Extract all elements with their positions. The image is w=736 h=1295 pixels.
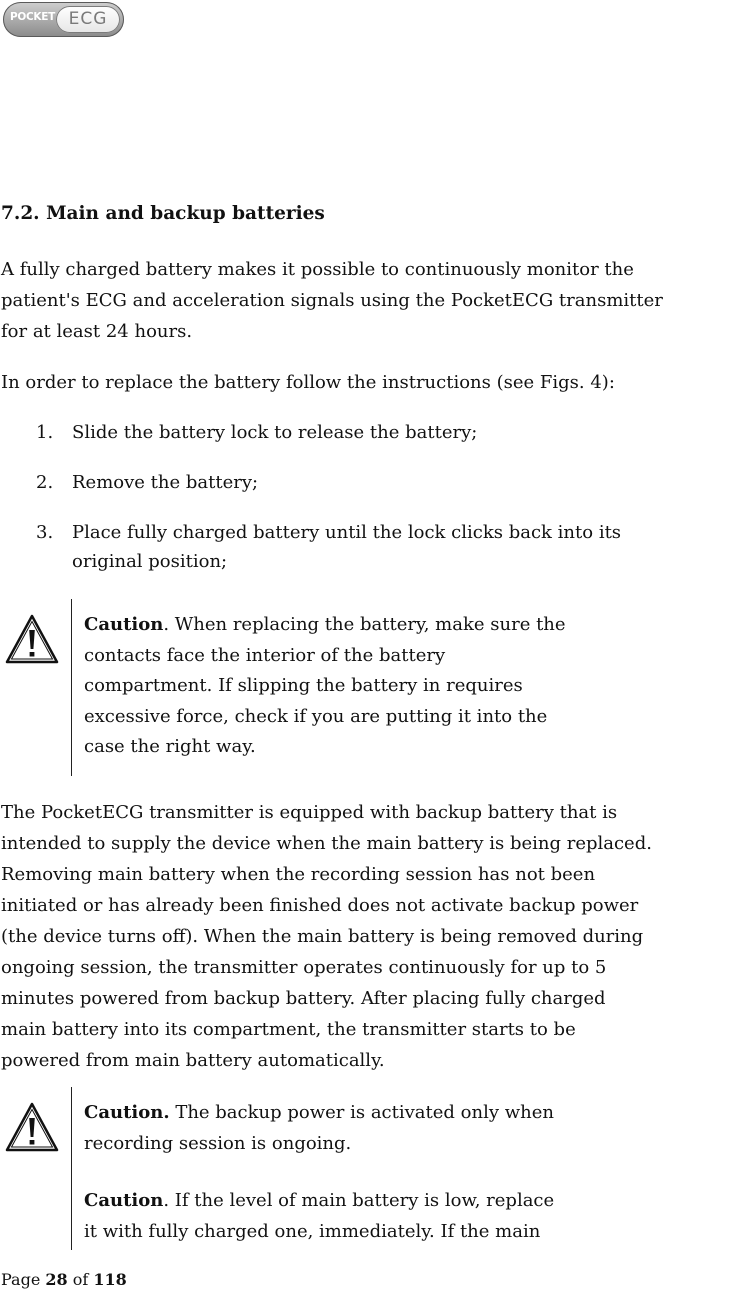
warning-triangle-icon (4, 1101, 60, 1153)
paragraph-line: (the device turns off). When the main battery is being removed during (1, 926, 644, 947)
list-item-line: original position; (72, 551, 228, 572)
section-heading: 7.2. Main and backup batteries (1, 203, 325, 224)
paragraph-line: ongoing session, the transmitter operates continuously for up to 5 (1, 957, 607, 978)
intro-line: A fully charged battery makes it possible to continuously monitor the (1, 259, 634, 280)
caution-text-line: excessive force, check if you are putting it into the (84, 705, 548, 727)
pocketecg-logo (3, 2, 124, 37)
intro-line: for at least 24 hours. (1, 321, 193, 342)
caution-text-line: contacts face the interior of the battery (84, 644, 446, 666)
caution-text-line: The backup power is activated only when (169, 1102, 554, 1123)
list-item (36, 468, 258, 497)
list-item (36, 418, 477, 447)
paragraph-line: initiated or has already been finished does not activate backup power (1, 895, 639, 916)
paragraph-line: intended to supply the device when the main battery is being replaced. (1, 833, 652, 854)
caution-divider (71, 1087, 72, 1250)
instructions-lead: In order to replace the battery follow the instructions (see Figs. 4): (1, 372, 615, 393)
caution-text-line: . If the level of main battery is low, replace (163, 1190, 555, 1211)
list-item-text: Remove the battery; (72, 472, 259, 493)
intro-line: patient's ECG and acceleration signals using the PocketECG transmitter (1, 290, 663, 311)
caution-label: Caution (84, 1190, 164, 1211)
intro-paragraph (1, 254, 663, 347)
list-item-text: Slide the battery lock to release the battery; (72, 422, 478, 443)
caution-label: Caution (84, 614, 164, 635)
warning-triangle-icon (4, 613, 60, 665)
list-item-line: Place fully charged battery until the lock clicks back into its (72, 522, 622, 543)
total-pages: 118 (93, 1270, 127, 1289)
caution-box (84, 1098, 554, 1159)
page-number: 28 (45, 1270, 68, 1289)
caution-text-line: . When replacing the battery, make sure the (163, 614, 566, 635)
caution-label: Caution. (84, 1102, 170, 1123)
logo-pocket-text: POCKET (10, 11, 55, 23)
caution-divider (71, 599, 72, 776)
paragraph-line: main battery into its compartment, the transmitter starts to be (1, 1019, 576, 1040)
of-word: of (72, 1270, 89, 1289)
list-item-text (72, 518, 621, 576)
logo-ecg-text: ECG (56, 6, 120, 33)
paragraph-line: minutes powered from backup battery. After placing fully charged (1, 988, 606, 1009)
caution-box (84, 610, 566, 763)
list-item (36, 518, 621, 576)
list-item-number: 3. (36, 522, 54, 543)
page-footer (1, 1270, 127, 1289)
paragraph-line: Removing main battery when the recording session has not been (1, 864, 596, 885)
paragraph-line: powered from main battery automatically. (1, 1050, 385, 1071)
caution-text-line: it with fully charged one, immediately. If the main (84, 1220, 541, 1242)
page-word: Page (1, 1270, 41, 1289)
paragraph-line: The PocketECG transmitter is equipped with backup battery that is (1, 802, 618, 823)
caution-box (84, 1186, 554, 1247)
list-item-number: 2. (36, 472, 54, 493)
caution-text-line: recording session is ongoing. (84, 1132, 352, 1154)
list-item-number: 1. (36, 422, 54, 443)
backup-paragraph (1, 797, 652, 1076)
caution-text-line: compartment. If slipping the battery in requires (84, 675, 523, 696)
caution-text-line: case the right way. (84, 736, 256, 757)
